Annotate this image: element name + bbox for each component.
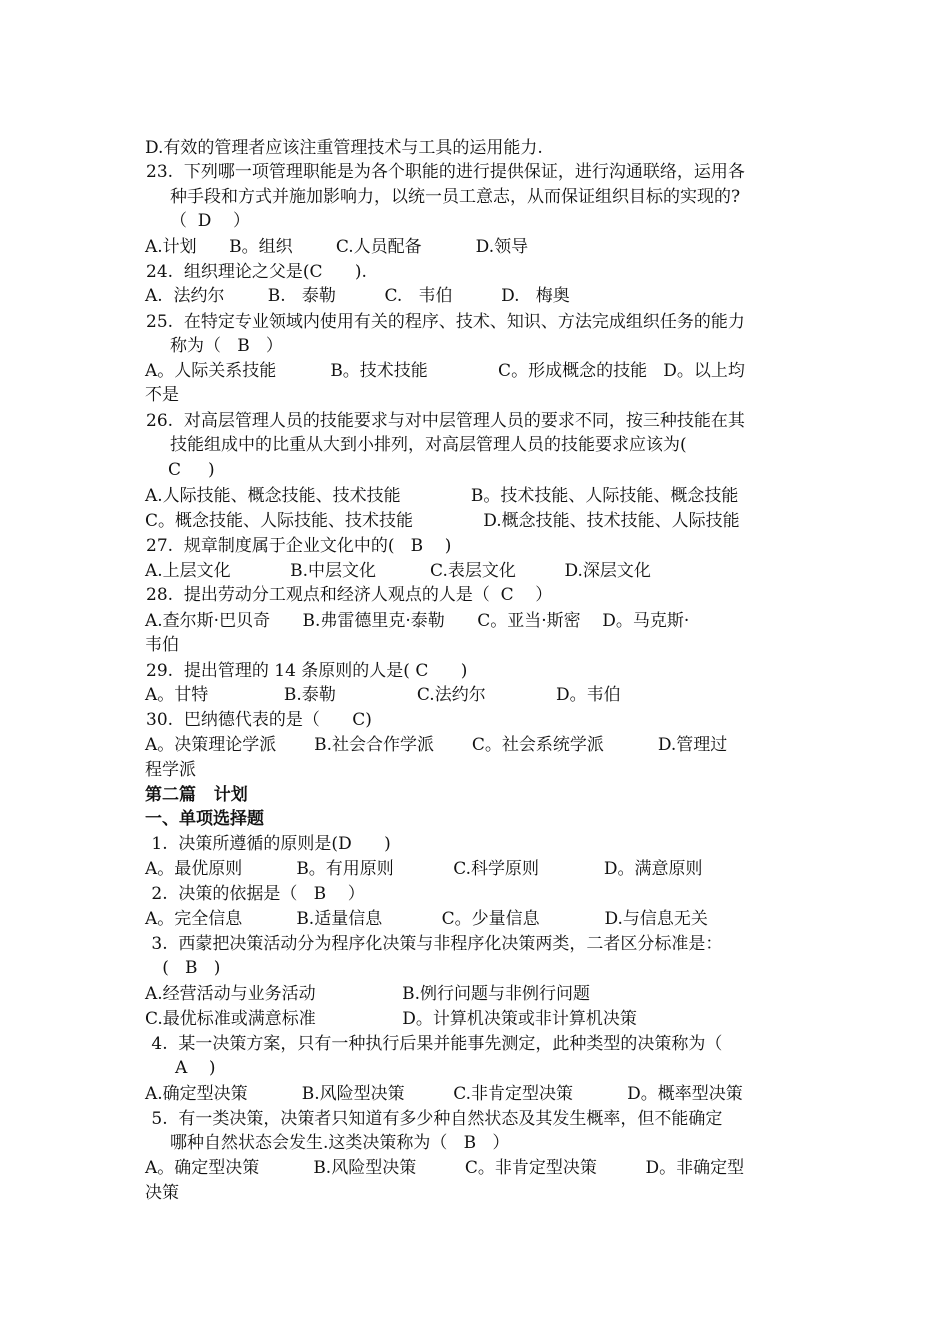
answer-options-line: A。决策理论学派 B.社会合作学派 C。社会系统学派 D.管理过 [145, 735, 728, 755]
question-text-line: 26. 对高层管理人员的技能要求与对中层管理人员的要求不同，按三种技能在其 [146, 411, 745, 431]
answer-options-line: A。甘特 B.泰勒 C.法约尔 D。韦伯 [145, 685, 621, 705]
answer-options-line: 韦伯 [145, 635, 179, 655]
question-text-line: 3. 西蒙把决策活动分为程序化决策与非程序化决策两类，二者区分标准是： [146, 934, 723, 954]
question-text-line: 1. 决策所遵循的原则是(D ) [146, 834, 391, 854]
answer-options-line: A.经营活动与业务活动 B.例行问题与非例行问题 [145, 984, 591, 1004]
answer-options-line: A。人际关系技能 B。技术技能 C。形成概念的技能 D。以上均 [145, 361, 745, 381]
question-text-line: A ) [175, 1058, 216, 1078]
answer-options-line: A。最优原则 B。有用原则 C.科学原则 D。满意原则 [145, 859, 703, 879]
question-text-line: 29. 提出管理的 14 条原则的人是( C ) [146, 661, 468, 681]
question-text-line: 24. 组织理论之父是(C ). [146, 262, 367, 282]
question-text-line: 5. 有一类决策，决策者只知道有多少种自然状态及其发生概率，但不能确定 [146, 1109, 723, 1129]
answer-options-line: A.计划 B。组织 C.人员配备 D.领导 [145, 237, 529, 257]
answer-options-line: A.查尔斯·巴贝奇 B.弗雷德里克·泰勒 C。亚当·斯密 D。马克斯· [145, 611, 690, 631]
answer-options-line: D.有效的管理者应该注重管理技术与工具的运用能力. [145, 138, 543, 158]
section-heading: 第二篇 计划 [145, 785, 248, 805]
section-heading: 一、单项选择题 [145, 809, 264, 829]
answer-options-line: C.最优标准或满意标准 D。计算机决策或非计算机决策 [145, 1009, 637, 1029]
answer-options-line: A。确定型决策 B.风险型决策 C。非肯定型决策 D。非确定型 [145, 1158, 745, 1178]
question-text-line: 23. 下列哪一项管理职能是为各个职能的进行提供保证，进行沟通联络，运用各 [146, 162, 745, 182]
answer-options-line: 程学派 [145, 760, 196, 780]
answer-options-line: 不是 [145, 385, 179, 405]
answer-options-line: A.确定型决策 B.风险型决策 C.非肯定型决策 D。概率型决策 [145, 1084, 743, 1104]
question-text-line: 30. 巴纳德代表的是（ C) [146, 710, 372, 730]
answer-options-line: A. 法约尔 B. 泰勒 C. 韦伯 D. 梅奥 [145, 286, 570, 306]
answer-options-line: A.上层文化 B.中层文化 C.表层文化 D.深层文化 [145, 561, 651, 581]
question-text-line: ( B ) [146, 958, 221, 978]
question-text-line: 称为（ B ） [170, 336, 283, 356]
question-text-line: 27. 规章制度属于企业文化中的( B ) [146, 536, 452, 556]
question-text-line: 2. 决策的依据是（ B ） [146, 884, 365, 904]
question-text-line: 4. 某一决策方案，只有一种执行后果并能事先测定，此种类型的决策称为（ [146, 1034, 723, 1054]
question-text-line: 25. 在特定专业领域内使用有关的程序、技术、知识、方法完成组织任务的能力 [146, 312, 745, 332]
answer-options-line: C。概念技能、人际技能、技术技能 D.概念技能、技术技能、人际技能 [145, 511, 740, 531]
question-text-line: 哪种自然状态会发生.这类决策称为（ B ） [170, 1133, 510, 1153]
question-text-line: 种手段和方式并施加影响力，以统一员工意志，从而保证组织目标的实现的? [170, 187, 741, 207]
answer-options-line: A。完全信息 B.适量信息 C。少量信息 D.与信息无关 [145, 909, 708, 929]
question-text-line: C ) [168, 460, 215, 480]
question-text-line: 技能组成中的比重从大到小排列，对高层管理人员的技能要求应该为( [170, 435, 687, 455]
answer-options-line: A.人际技能、概念技能、技术技能 B。技术技能、人际技能、概念技能 [145, 486, 739, 506]
answer-options-line: 决策 [145, 1183, 179, 1203]
question-text-line: （ D ） [170, 211, 251, 231]
question-text-line: 28. 提出劳动分工观点和经济人观点的人是（ C ） [146, 585, 553, 605]
